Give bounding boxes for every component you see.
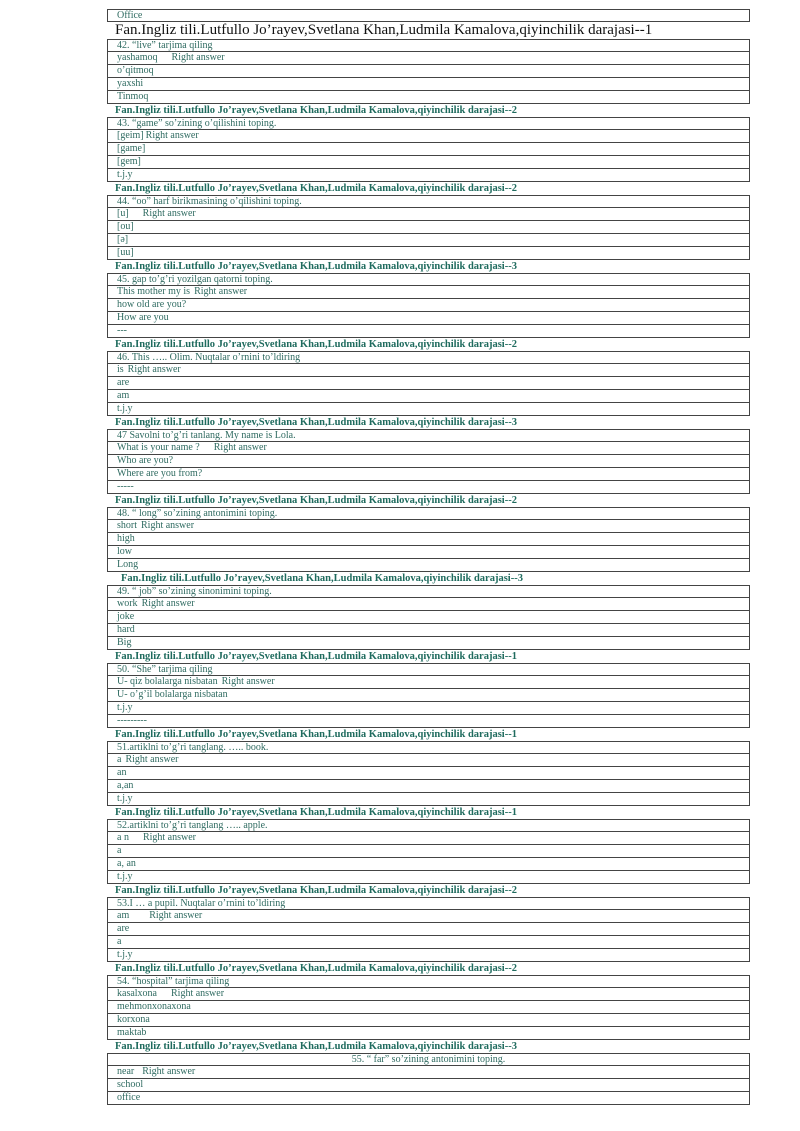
question-45: 45. gap to’g’ri yozilgan qatorni toping. [107,273,750,286]
answer-row: [u] Right answer [107,208,750,221]
top-row [107,9,750,22]
question-46: 46. This ….. Olim. Nuqtalar o’rnini to’ldiring [107,351,750,364]
answer-row: office [107,1092,750,1105]
section-header: Fan.Ingliz tili.Lutfullo Jo’rayev,Svetlana Khan,Ludmila Kamalova,qiyinchilik darajasi--2 [115,183,517,194]
answer-row: This mother my is Right answer [107,286,750,299]
question-55: 55. “ far” so’zining antonimini toping. [107,1053,750,1066]
right-answer-label: Right answer [142,208,196,219]
answer-row: Who are you? [107,455,750,468]
answer-row: how old are you? [107,299,750,312]
right-answer-label: Right answer [142,832,196,843]
question-43: 43. “game” so’zining o’qilishini toping. [107,117,750,130]
answer-row: U- o’g’il bolalarga nisbatan [107,689,750,702]
answer-row: t.j.y [107,793,750,806]
right-answer-label: Right answer [145,130,199,141]
section-header: Fan.Ingliz tili.Lutfullo Jo’rayev,Svetlana Khan,Ludmila Kamalova,qiyinchilik darajasi--2 [115,885,517,896]
answer-row: hard [107,624,750,637]
answer-row: [ou] [107,221,750,234]
right-answer-label: Right answer [127,364,181,375]
question-47: 47 Savolni to’g’ri tanlang. My name is Lola. [107,429,750,442]
answer-row: How are you [107,312,750,325]
answer-row: --------- [107,715,750,728]
answer-row: t.j.y [107,169,750,182]
section-header: Fan.Ingliz tili.Lutfullo Jo’rayev,Svetlana Khan,Ludmila Kamalova,qiyinchilik darajasi--2 [115,495,517,506]
question-48: 48. “ long” so’zining antonimini toping. [107,507,750,520]
question-50: 50. “She” tarjima qiling [107,663,750,676]
answer-row: t.j.y [107,949,750,962]
right-answer-label: Right answer [171,52,225,63]
answer-row: [gem] [107,156,750,169]
question-44: 44. “oo” harf birikmasining o’qilishini toping. [107,195,750,208]
answer-row: [uu] [107,247,750,260]
answer-row: am [107,390,750,403]
section-header: Fan.Ingliz tili.Lutfullo Jo’rayev,Svetlana Khan,Ludmila Kamalova,qiyinchilik darajasi--1 [115,651,517,662]
answer-row: joke [107,611,750,624]
section-header: Fan.Ingliz tili.Lutfullo Jo’rayev,Svetlana Khan,Ludmila Kamalova,qiyinchilik darajasi--1 [115,22,653,38]
answer-row: Tinmoq [107,91,750,104]
section-header: Fan.Ingliz tili.Lutfullo Jo’rayev,Svetlana Khan,Ludmila Kamalova,qiyinchilik darajasi--3 [121,573,523,584]
answer-row: is Right answer [107,364,750,377]
test-document [107,9,750,1105]
answer-row: Where are you from? [107,468,750,481]
answer-row: [game] [107,143,750,156]
answer-row: --- [107,325,750,338]
question-53: 53.I … a pupil. Nuqtalar o’rnini to’ldiring [107,897,750,910]
right-answer-label: Right answer [149,910,203,921]
right-answer-label: Right answer [213,442,267,453]
question-54: 54. “hospital” tarjima qiling [107,975,750,988]
section-header: Fan.Ingliz tili.Lutfullo Jo’rayev,Svetlana Khan,Ludmila Kamalova,qiyinchilik darajasi--3 [115,261,517,272]
section-header: Fan.Ingliz tili.Lutfullo Jo’rayev,Svetlana Khan,Ludmila Kamalova,qiyinchilik darajasi--1 [115,807,517,818]
answer-row: o’qitmoq [107,65,750,78]
answer-row: high [107,533,750,546]
answer-row: a, an [107,858,750,871]
section-header: Fan.Ingliz tili.Lutfullo Jo’rayev,Svetlana Khan,Ludmila Kamalova,qiyinchilik darajasi--1 [115,729,517,740]
answer-row: a Right answer [107,754,750,767]
answer-row: What is your name ? Right answer [107,442,750,455]
answer-row: t.j.y [107,702,750,715]
right-answer-label: Right answer [171,988,225,999]
answer-row: a [107,936,750,949]
question-49: 49. “ job” so’zining sinonimini toping. [107,585,750,598]
answer-row: am Right answer [107,910,750,923]
answer-row: maktab [107,1027,750,1040]
right-answer-label: Right answer [125,754,179,765]
answer-row: school [107,1079,750,1092]
answer-row: are [107,923,750,936]
answer-row: yaxshi [107,78,750,91]
right-answer-label: Right answer [221,676,275,687]
section-header: Fan.Ingliz tili.Lutfullo Jo’rayev,Svetlana Khan,Ludmila Kamalova,qiyinchilik darajasi--2 [115,105,517,116]
right-answer-label: Right answer [141,520,195,531]
section-header: Fan.Ingliz tili.Lutfullo Jo’rayev,Svetlana Khan,Ludmila Kamalova,qiyinchilik darajasi--3 [115,417,517,428]
answer-row: korxona [107,1014,750,1027]
answer-row: t.j.y [107,403,750,416]
section-header: Fan.Ingliz tili.Lutfullo Jo’rayev,Svetlana Khan,Ludmila Kamalova,qiyinchilik darajasi--2 [115,339,517,350]
answer-row: a,an [107,780,750,793]
right-answer-label: Right answer [142,1066,196,1077]
answer-row: ----- [107,481,750,494]
right-answer-label: Right answer [194,286,248,297]
question-51: 51.artiklni to’g’ri tanglang. ….. book. [107,741,750,754]
answer-row: t.j.y [107,871,750,884]
answer-row: kasalxona Right answer [107,988,750,1001]
answer-row: yashamoq Right answer [107,52,750,65]
answer-row: short Right answer [107,520,750,533]
question-42: 42. “live” tarjima qiling [107,39,750,52]
answer-row: [geim] Right answer [107,130,750,143]
answer-row: a n Right answer [107,832,750,845]
section-header: Fan.Ingliz tili.Lutfullo Jo’rayev,Svetlana Khan,Ludmila Kamalova,qiyinchilik darajasi--3 [115,1041,517,1052]
answer-row: are [107,377,750,390]
answer-row: low [107,546,750,559]
section-header: Fan.Ingliz tili.Lutfullo Jo’rayev,Svetlana Khan,Ludmila Kamalova,qiyinchilik darajasi--2 [115,963,517,974]
office-text: Office [117,10,143,21]
answer-row: near Right answer [107,1066,750,1079]
answer-row: work Right answer [107,598,750,611]
answer-row: a [107,845,750,858]
answer-row: [ə] [107,234,750,247]
answer-row: mehmonxonaxona [107,1001,750,1014]
answer-row: Big [107,637,750,650]
answer-row: Long [107,559,750,572]
answer-row: an [107,767,750,780]
question-52: 52.artiklni to’g’ri tanglang ….. apple. [107,819,750,832]
right-answer-label: Right answer [141,598,195,609]
answer-row: U- qiz bolalarga nisbatan Right answer [107,676,750,689]
